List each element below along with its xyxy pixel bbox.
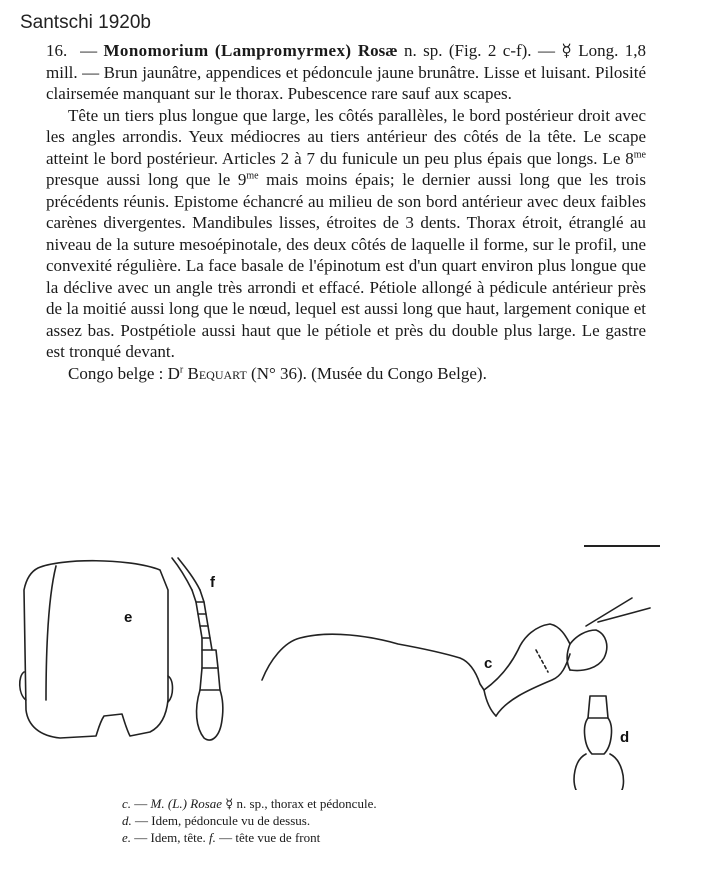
collector-name: Bequart xyxy=(187,363,247,383)
caption-text-f: — tête vue de front xyxy=(219,830,321,845)
caption-dash-c: — xyxy=(134,796,148,811)
species-status: n. sp. xyxy=(403,41,443,60)
figure-label-e: e xyxy=(124,609,133,626)
caption-species-c: M. (L.) Rosae xyxy=(150,796,223,811)
body-text-1: Tête un tiers plus longue que large, les côtés parallèles, le bord postérieur droit avec les angles arrondis. Yeux médiocres au tiers antérieur des côtés de la tête. Le scape atteint le bord postérieur. Articles 2 à 7 du funicule un peu plus épais que longs. Le 8 xyxy=(46,105,646,168)
locality-suffix: (N° 36). (Musée du Congo Belge). xyxy=(246,363,487,383)
citation-label: Santschi 1920b xyxy=(20,12,151,33)
diagnosis-text: (Fig. 2 c-f). — ☿ Long. 1,8 mill. — Brun jaunâtre, appendices et pédoncule jaune brunâtre. Lisse et luisant. Pilosité clairsemée manquant sur le thorax. Pubescence rare sauf aux scapes. xyxy=(46,41,646,103)
subgenus-name: (Lampromyrmex) xyxy=(214,41,352,60)
species-number: 16. xyxy=(46,41,68,60)
locality-prefix: Congo belge : D xyxy=(68,363,180,383)
description-body-paragraph xyxy=(46,105,646,363)
figure-caption xyxy=(122,795,562,846)
figure-label-f: f xyxy=(210,574,215,591)
body-text-2: presque aussi long que le 9 xyxy=(46,170,247,189)
genus-name: Monomorium xyxy=(103,41,209,60)
body-text-3: mais moins épais; le dernier aussi long que les trois précédents réunis. Epistome échancré au milieu de son bord antérieur avec deux faibles carènes divergentes. Mandibules lisses, étroites de 3 dents. Thorax étroit, étranglé au niveau de la suture mesoépinotale, des deux côtés de laquelle il forme, sur le profil, une convexité régulière. La face basale de l'épinotum est d'un quart environ plus longue que la déclive avec un angle très arrondi et effacé. Pétiole allongé à pédicule antérieur près de la moitié aussi long que le nœud, lequel est aussi long que haut, largement conique et assez bas. Postpétiole aussi haut que le pétiole et près du double plus large. Le gastre est tronqué devant. xyxy=(46,170,646,361)
caption-letter-f: f. xyxy=(209,830,216,845)
caption-line-e xyxy=(122,829,562,846)
section-rule xyxy=(584,545,660,547)
caption-letter-d: d. xyxy=(122,813,132,828)
caption-letter-c: c. xyxy=(122,796,132,811)
head-front-drawing xyxy=(20,561,173,738)
caption-text-e: — Idem, tête. xyxy=(134,830,206,845)
species-name: Rosæ xyxy=(357,41,398,60)
heading-dash: — xyxy=(80,41,98,60)
species-description xyxy=(46,40,646,384)
figure-label-d: d xyxy=(620,729,630,746)
caption-line-d xyxy=(122,812,562,829)
locality-superscript: r xyxy=(179,363,184,375)
figure-panel xyxy=(0,550,712,790)
caption-text-d: — Idem, pédoncule vu de dessus. xyxy=(135,813,311,828)
caption-letter-e: e. xyxy=(122,830,132,845)
figure-drawings xyxy=(0,550,712,790)
figure-label-c: c xyxy=(484,655,493,672)
caption-text-c: ☿ n. sp., thorax et pédoncule. xyxy=(225,796,377,811)
antenna-drawing xyxy=(172,558,223,740)
caption-line-c xyxy=(122,795,562,812)
superscript-me-2: me xyxy=(246,170,259,182)
description-first-paragraph xyxy=(46,40,646,105)
thorax-profile-drawing xyxy=(262,598,650,716)
superscript-me-1: me xyxy=(633,148,646,160)
locality-paragraph xyxy=(46,363,646,385)
